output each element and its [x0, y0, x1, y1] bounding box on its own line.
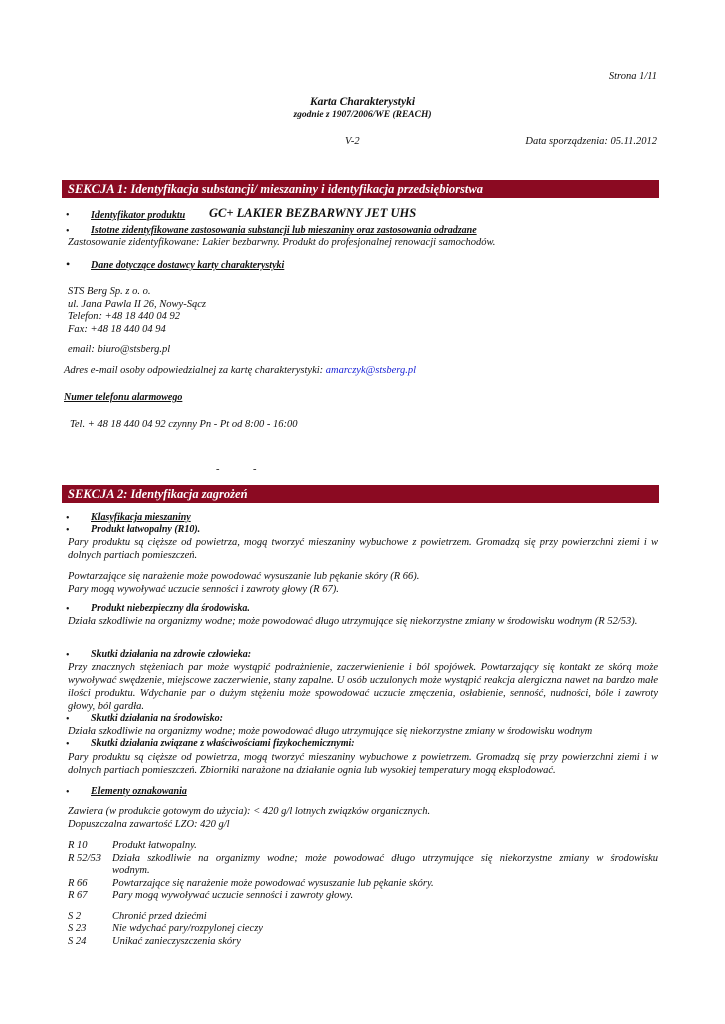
- voc-content: Zawiera (w produkcie gotowym do użycia): < 420 g/l lotnych związków organicznych.: [68, 806, 431, 817]
- bullet-icon: •: [66, 739, 70, 750]
- s-phrase-code: S 2: [68, 911, 82, 922]
- emergency-label: Numer telefonu alarmowego: [64, 392, 183, 403]
- r-phrase-code: R 66: [68, 878, 88, 889]
- dash-mark: -: [253, 464, 257, 475]
- s-phrase-text: Unikać zanieczyszczenia skóry: [112, 936, 241, 947]
- r-phrase-code: R 10: [68, 840, 88, 851]
- bullet-icon: •: [66, 787, 70, 798]
- r-phrase-code: R 67: [68, 890, 88, 901]
- envfx-label: Skutki działania na środowisko:: [91, 713, 223, 724]
- flammable-label: Produkt łatwopalny (R10).: [91, 524, 201, 535]
- health-text: Przy znacznych stężeniach par może wystąpić podrażnienie, zaczerwienienie i ból spojówek. Powtarzający się kontakt ze skórą może wywoływać swędzenie, miejscowe zaczerwienie, stany zapalne. U osób uczulonych może wystąpić reakcja alergiczna nawet na bardzo małe ilości produktu. Wdychanie par o dużym stężeniu może spowodować uczucie zmęczenia, osłabienie, senność, nudności, bóle i zawroty głowy, ból gardła.: [68, 662, 658, 712]
- company-name: STS Berg Sp. z o. o.: [68, 286, 151, 297]
- env-text: Działa szkodliwie na organizmy wodne; może powodować długo utrzymujące się niekorzystne zmiany w środowisku wodnym (R 52/53).: [68, 616, 638, 627]
- bullet-icon: •: [66, 513, 70, 524]
- flammable-text: Pary produktu są cięższe od powietrza, mogą tworzyć mieszaniny wybuchowe z powietrzem. Gromadzą się przy powierzchni ziemi i w dolnych partiach pomieszczeń.: [68, 537, 658, 561]
- s-phrase-code: S 23: [68, 923, 87, 934]
- bullet-icon: •: [66, 525, 70, 536]
- document-subtitle: zgodnie z 1907/2006/WE (REACH): [293, 110, 432, 120]
- responsible-email-line: [64, 364, 416, 377]
- uses-text: Zastosowanie zidentyfikowane: Lakier bezbarwny. Produkt do profesjonalnej renowacji samochodów.: [68, 237, 496, 248]
- bullet-icon: •: [66, 226, 70, 237]
- company-phone: Telefon: +48 18 440 04 92: [68, 311, 180, 322]
- company-email: email: biuro@stsberg.pl: [68, 344, 171, 355]
- supplier-label: Dane dotyczące dostawcy karty charakterystyki: [91, 260, 285, 271]
- s-phrase-text: Nie wdychać pary/rozpylonej cieczy: [112, 923, 263, 934]
- r-phrase-code: R 52/53: [68, 853, 101, 864]
- responsible-email-link[interactable]: amarczyk@stsberg.pl: [325, 365, 417, 376]
- r-phrase-text: Działa szkodliwie na organizmy wodne; może powodować długo utrzymujące się niekorzystne zmiany w środowisku: [112, 853, 658, 864]
- company-address: ul. Jana Pawla II 26, Nowy-Sącz: [68, 299, 206, 310]
- bullet-icon: •: [66, 650, 70, 661]
- section2-heading: SEKCJA 2: Identyfikacja zagrożeń: [62, 485, 659, 503]
- bullet-icon: •: [66, 210, 70, 221]
- voc-limit: Dopuszczalna zawartość LZO: 420 g/l: [68, 819, 230, 830]
- uses-label: Istotne zidentyfikowane zastosowania substancji lub mieszaniny oraz zastosowania odradzane: [91, 225, 477, 236]
- health-label: Skutki działania na zdrowie człowieka:: [91, 649, 252, 660]
- env-label: Produkt niebezpieczny dla środowiska.: [91, 603, 250, 614]
- page-number: Strona 1/11: [608, 71, 657, 82]
- phys-text: Pary produktu są cięższe od powietrza, mogą tworzyć mieszaniny wybuchowe z powietrzem. Gromadzą się przy powierzchni ziemi i w dolnych partiach pomieszczeń. Zbiorniki narażone na działanie ognia lub wysokiej temperatury mogą eksplodować.: [68, 752, 658, 776]
- version: V-2: [345, 136, 360, 147]
- responsible-email-label: Adres e-mail osoby odpowiedzialnej za kartę charakterystyki:: [64, 365, 326, 376]
- product-id-label: Identyfikator produktu: [91, 210, 186, 221]
- company-fax: Fax: +48 18 440 04 94: [68, 324, 166, 335]
- s-phrase-code: S 24: [68, 936, 87, 947]
- r67-text: Pary mogą wywoływać uczucie senności i zawroty głowy (R 67).: [68, 584, 339, 595]
- envfx-text: Działa szkodliwie na organizmy wodne; może powodować długo utrzymujące się niekorzystne zmiany w środowisku wodnym: [68, 726, 593, 737]
- s-phrase-text: Chronić przed dziećmi: [112, 911, 207, 922]
- labelling-label: Elementy oznakowania: [91, 786, 187, 797]
- bullet-icon: •: [66, 257, 71, 271]
- product-name: GC+ LAKIER BEZBARWNY JET UHS: [209, 206, 417, 220]
- preparation-date: Data sporządzenia: 05.11.2012: [525, 136, 657, 147]
- r-phrase-text: Produkt łatwopalny.: [112, 840, 197, 851]
- section1-heading: SEKCJA 1: Identyfikacja substancji/ mieszaniny i identyfikacja przedsiębiorstwa: [62, 180, 659, 198]
- classification-label: Klasyfikacja mieszaniny: [91, 512, 191, 523]
- r-phrase-text: Pary mogą wywoływać uczucie senności i zawroty głowy.: [112, 890, 354, 901]
- emergency-text: Tel. + 48 18 440 04 92 czynny Pn - Pt od 8:00 - 16:00: [70, 419, 298, 430]
- bullet-icon: •: [66, 604, 70, 615]
- dash-mark: -: [216, 464, 220, 475]
- phys-label: Skutki działania związane z właściwościami fizykochemicznymi:: [91, 738, 355, 749]
- r66-text: Powtarzające się narażenie może powodować wysuszanie lub pękanie skóry (R 66).: [68, 571, 420, 582]
- r-phrase-text: Powtarzające się narażenie może powodować wysuszanie lub pękanie skóry.: [112, 878, 434, 889]
- document-title: Karta Charakterystyki: [309, 96, 416, 108]
- r-phrase-text-cont: wodnym.: [112, 865, 150, 876]
- bullet-icon: •: [66, 714, 70, 725]
